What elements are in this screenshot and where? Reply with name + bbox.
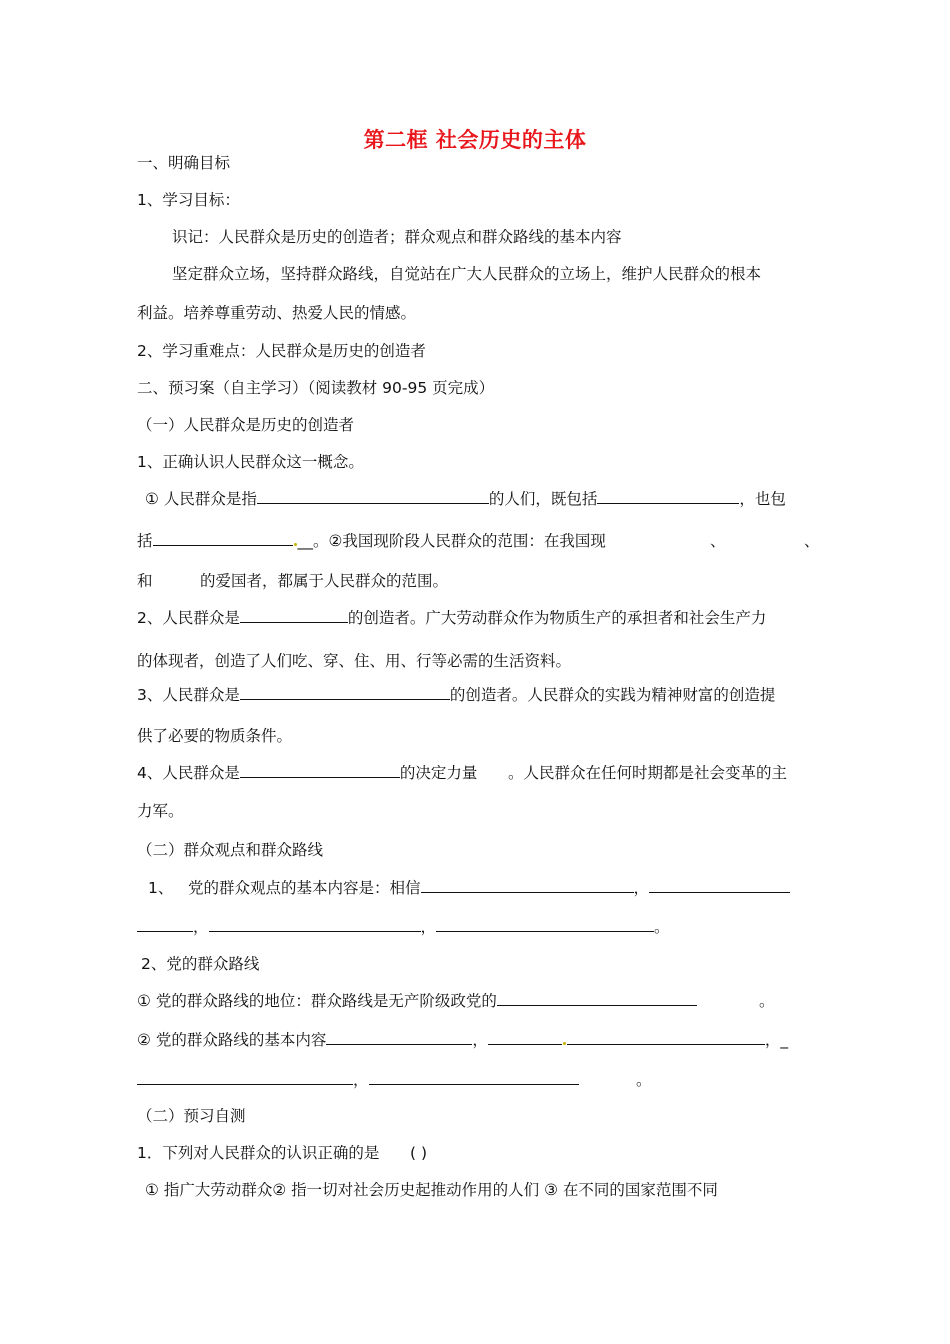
answer-paren[interactable]: ( ) xyxy=(410,1144,428,1162)
answer-blank[interactable] xyxy=(488,1029,562,1045)
question-line: 1．下列对人民群众的认识正确的是 xyxy=(137,1144,380,1162)
answer-blank[interactable] xyxy=(326,1029,472,1045)
part-heading: （二）群众观点和群众路线 xyxy=(137,841,324,859)
subsection-heading: 2、党的群众路线 xyxy=(141,955,260,973)
subsection-heading: 1、学习目标： xyxy=(137,191,240,209)
answer-blank[interactable] xyxy=(436,916,654,932)
paragraph-line: 供了必要的物质条件。 xyxy=(137,727,293,745)
paragraph-line: 坚定群众立场，坚持群众路线，自觉站在广大人民群众的立场上，维护人民群众的根本 xyxy=(172,265,762,283)
paragraph-line: 识记：人民群众是历史的创造者；群众观点和群众路线的基本内容 xyxy=(172,228,622,246)
answer-blank[interactable] xyxy=(649,877,790,893)
answer-blank[interactable] xyxy=(257,488,489,504)
part-heading: （二）预习自测 xyxy=(137,1107,246,1125)
section-heading: 二、预习案（自主学习）（阅读教材 90-95 页完成） xyxy=(137,379,495,397)
dot-mark xyxy=(294,543,297,546)
question-line: 4、人民群众是 的决定力量 xyxy=(137,764,478,782)
separator: 、 xyxy=(804,532,820,550)
sentence-end: 。 xyxy=(636,1071,652,1089)
question-line: ② 党的群众路线的基本内容 ， ，_ xyxy=(137,1031,789,1049)
question-line: ① 人民群众是指 的人们，既包括 ，也包 xyxy=(145,490,786,508)
answer-blank[interactable] xyxy=(497,990,697,1006)
question-line: 1、正确认识人民群众这一概念。 xyxy=(137,453,364,471)
question-line: 括 __。②我国现阶段人民群众的范围：在我国现 xyxy=(137,532,606,550)
paragraph-line: 的体现者，创造了人们吃、穿、住、用、行等必需的生活资料。 xyxy=(137,652,572,670)
sentence-end: 。 xyxy=(759,992,775,1010)
section-heading: 一、明确目标 xyxy=(137,154,231,172)
page-title: 第二框 社会历史的主体 xyxy=(363,128,587,152)
question-line: ① 党的群众路线的地位：群众路线是无产阶级政党的 xyxy=(137,990,697,1012)
question-line: 党的群众观点的基本内容是：相信 ， xyxy=(188,877,790,899)
answer-blank[interactable] xyxy=(567,1029,765,1045)
answer-blank[interactable] xyxy=(240,684,450,700)
subsection-heading: 2、学习重难点：人民群众是历史的创造者 xyxy=(137,342,426,360)
separator: 、 xyxy=(710,532,726,550)
question-line: 的爱国者，都属于人民群众的范围。 xyxy=(200,572,449,590)
answer-blank[interactable] xyxy=(240,762,400,778)
answer-blank[interactable] xyxy=(597,488,739,504)
answer-blank[interactable] xyxy=(421,877,634,893)
question-line: 3、人民群众是 的创造者。人民群众的实践为精神财富的创造提 xyxy=(137,686,776,704)
answer-blank[interactable] xyxy=(240,607,348,623)
question-number: 1、 xyxy=(148,879,174,897)
question-line: ， xyxy=(137,1069,579,1091)
answer-blank[interactable] xyxy=(209,916,421,932)
question-line: 。人民群众在任何时期都是社会变革的主 xyxy=(508,764,788,782)
answer-blank[interactable] xyxy=(137,916,193,932)
answer-blank[interactable] xyxy=(369,1069,579,1085)
connector-word: 和 xyxy=(137,572,153,590)
question-line: ， ， 。 xyxy=(137,916,670,938)
option-line: ① 指广大劳动群众② 指一切对社会历史起推动作用的人们 ③ 在不同的国家范围不同 xyxy=(145,1181,718,1199)
paragraph-line: 利益。培养尊重劳动、热爱人民的情感。 xyxy=(137,304,417,322)
part-heading: （一）人民群众是历史的创造者 xyxy=(137,416,355,434)
answer-blank[interactable] xyxy=(137,1069,353,1085)
answer-blank[interactable] xyxy=(153,530,293,546)
dot-mark xyxy=(563,1042,566,1045)
paragraph-line: 力军。 xyxy=(137,802,184,820)
question-line: 2、人民群众是 的创造者。广大劳动群众作为物质生产的承担者和社会生产力 xyxy=(137,609,767,627)
